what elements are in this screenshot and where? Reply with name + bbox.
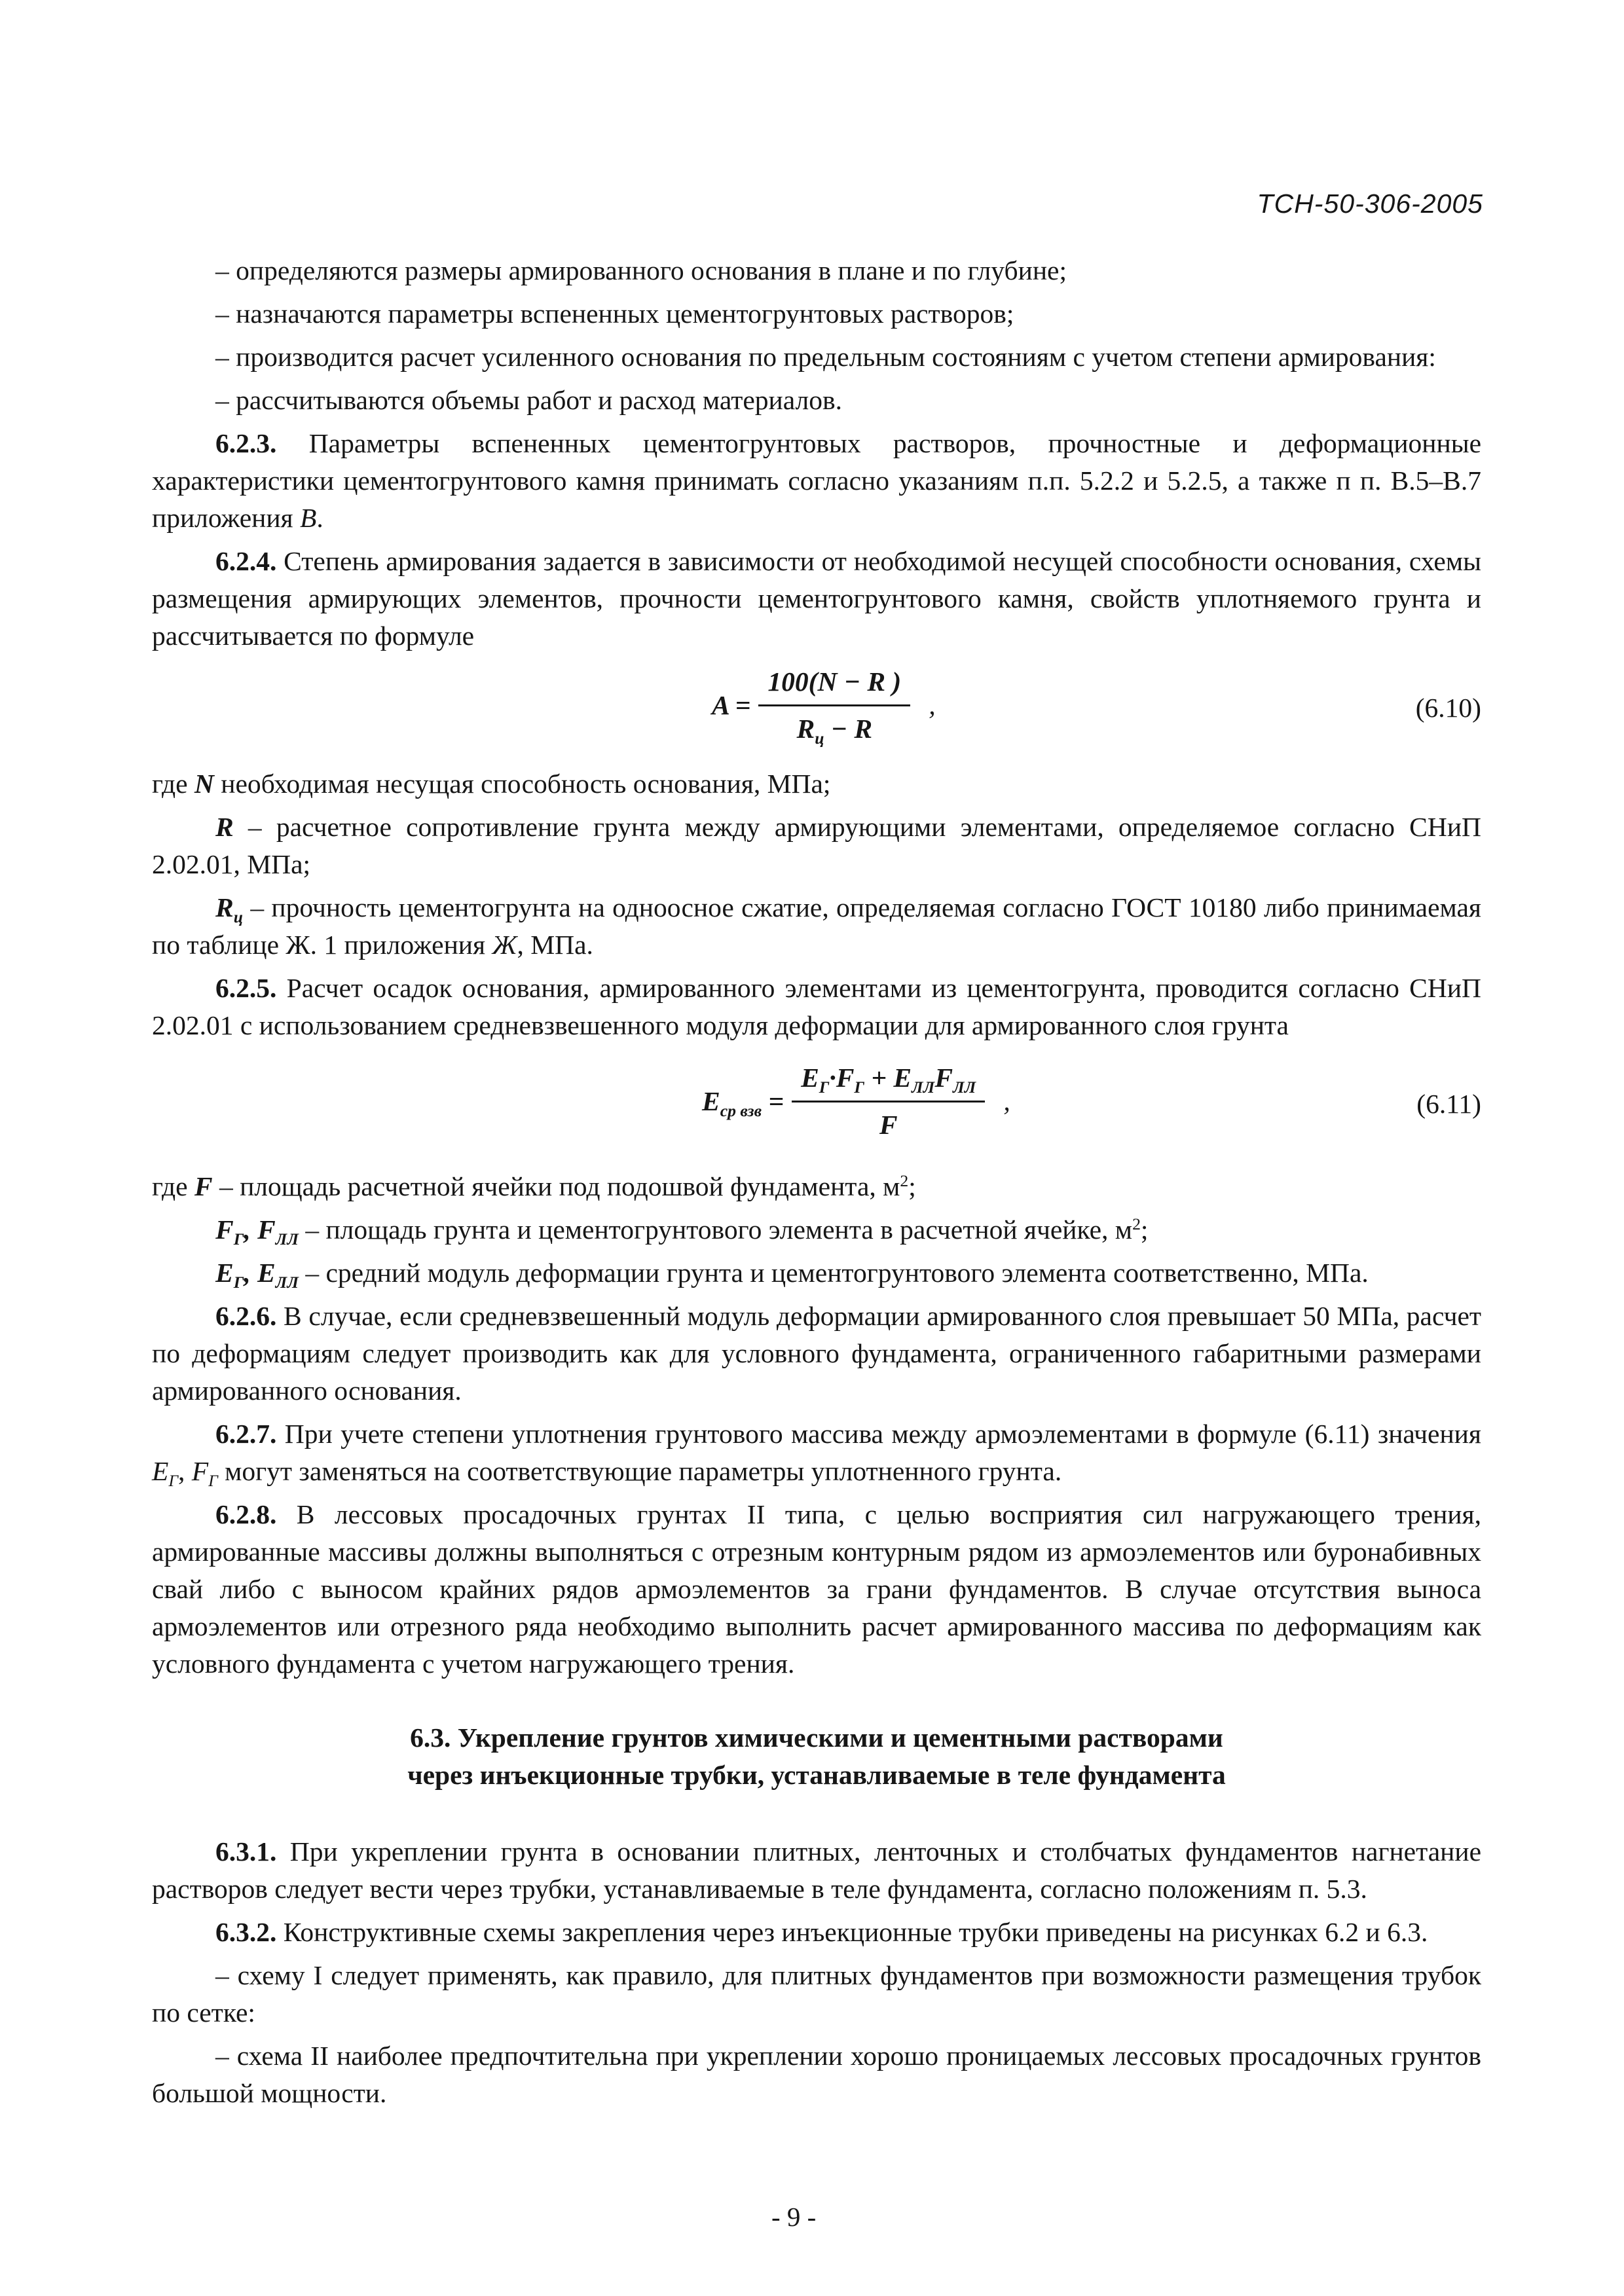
paragraph-6-2-7: 6.2.7. При учете степени уплотнения грунтового массива между армоэлементами в формуле (6.11) значения $E_Г$, $F_Г$ могут заменяться на соответствующие параметры уплотненного грунта. <box>152 1419 1481 1490</box>
formula-expression: $E_{ср взв}$ = $\frac{E_Г\cdot F_Г + E_{ЛЛ}F_{ЛЛ}}{F}$ , <box>702 1059 1010 1144</box>
paragraph-6-2-4: 6.2.4. Степень армирования задается в зависимости от необходимой несущей способности основания, схемы размещения армирующих элементов, прочности цементогрунтового камня, свойств уплотняемого грунта и рассчитывается по формуле <box>152 546 1481 651</box>
clause-number: 6.3.2. <box>215 1917 277 1947</box>
fraction-denominator: $R_ц - R$ <box>796 714 873 748</box>
bullet-item: – схему I следует применять, как правило, для плитных фундаментов при возможности размещения трубок по сетке: <box>152 1960 1481 2028</box>
equation-number: (6.10) <box>1415 693 1481 723</box>
paragraph-6-3-2: 6.3.2. Конструктивные схемы закрепления через инъекционные трубки приведены на рисунках 6.2 и 6.3. <box>215 1917 1428 1947</box>
formula-6-11 <box>152 1050 1481 1161</box>
where-rc: $R_ц$ – прочность цементогрунта на одноосное сжатие, определяемая согласно ГОСТ 10180 либо принимаемая по таблице Ж. 1 приложения Ж, МПа. <box>152 892 1481 960</box>
paragraph-6-2-6: 6.2.6. В случае, если средневзвешенный модуль деформации армированного слоя превышает 50 МПа, расчет по деформациям следует производить как для условного фундамента, ограниченного габаритными размерами армированного основания. <box>152 1301 1481 1406</box>
fraction <box>792 1059 985 1144</box>
where-f: где F – площадь расчетной ячейки под подошвой фундамента, $м^2$; <box>152 1171 916 1201</box>
paragraph-6-2-5: 6.2.5. Расчет осадок основания, армированного элементами из цементогрунта, проводится согласно СНиП 2.02.01 с использованием средневзвешенного модуля деформации для армированного слоя грунта <box>152 973 1481 1040</box>
clause-number: 6.2.8. <box>215 1499 277 1529</box>
where-eg: $E_Г$, $E_{ЛЛ}$ – средний модуль деформации грунта и цементогрунтового элемента соответственно, МПа. <box>215 1258 1369 1292</box>
fraction-numerator: 100(N − R ) <box>758 663 910 706</box>
bullet-item: – производится расчет усиленного основания по предельным состояниям с учетом степени армирования: <box>215 342 1436 372</box>
where-r: R – расчетное сопротивление грунта между армирующими элементами, определяемое согласно СНиП 2.02.01, МПа; <box>152 812 1481 879</box>
bullet-item: – определяются размеры армированного основания в плане и по глубине; <box>215 255 1067 285</box>
where-fg: $F_Г$, $F_{ЛЛ}$ – площадь грунта и цементогрунтового элемента в расчетной ячейке, $м^2$; <box>215 1214 1149 1248</box>
equation-number: (6.11) <box>1416 1089 1481 1119</box>
fraction-denominator: F <box>879 1110 898 1140</box>
paragraph-6-2-3: 6.2.3. Параметры вспененных цементогрунтовых растворов, прочностные и деформационные характеристики цементогрунтового камня принимать согласно указаниям п.п. 5.2.2 и 5.2.5, а также п п. В.5–В.7 приложения В. <box>152 428 1481 533</box>
bullet-item: – рассчитываются объемы работ и расход материалов. <box>215 385 842 415</box>
clause-number: 6.2.4. <box>215 546 277 576</box>
page-number: - 9 - <box>771 2202 817 2232</box>
paragraph-6-2-8: 6.2.8. В лессовых просадочных грунтах II типа, с целью восприятия сил нагружающего трения, армированные массивы должны выполняться с отрезным контурным рядом из армоэлементов или буронабивных свай либо с выносом крайних рядов армоэлементов за грани фундаментов. В случае отсутствия выноса армоэлементов или отрезного ряда необходимо выполнить расчет армированного массива по деформациям как условного фундамента с учетом нагружающего трения. <box>152 1499 1481 1679</box>
paragraph-6-3-1: 6.3.1. При укреплении грунта в основании плитных, ленточных и столбчатых фундаментов нагнетание растворов следует вести через трубки, устанавливаемые в теле фундамента, согласно положениям п. 5.3. <box>152 1836 1481 1904</box>
fraction-numerator: $E_Г\cdot F_Г + E_{ЛЛ}F_{ЛЛ}$ <box>792 1059 985 1102</box>
formula-6-10 <box>152 661 1481 759</box>
clause-number: 6.2.5. <box>215 973 277 1003</box>
clause-number: 6.2.6. <box>215 1301 277 1331</box>
clause-number: 6.3.1. <box>215 1836 277 1867</box>
formula-expression: A = $\frac{100(N - R )}{R_ц - R}$ , <box>712 663 936 748</box>
clause-number: 6.2.7. <box>215 1419 277 1449</box>
document-code: ТСН-50-306-2005 <box>1257 189 1483 219</box>
fraction <box>758 663 910 748</box>
body-text <box>152 252 1481 2118</box>
where-n: где N необходимая несущая способность основания, МПа; <box>152 769 831 799</box>
clause-number: 6.2.3. <box>215 428 277 458</box>
section-heading-6-3: 6.3. Укрепление грунтов химическими и цементными растворами через инъекционные трубки, устанавливаемые в теле фундамента <box>407 1722 1226 1790</box>
bullet-item: – схема II наиболее предпочтительна при укреплении хорошо проницаемых лессовых просадочных грунтов большой мощности. <box>152 2041 1481 2108</box>
bullet-item: – назначаются параметры вспененных цементогрунтовых растворов; <box>215 299 1014 329</box>
